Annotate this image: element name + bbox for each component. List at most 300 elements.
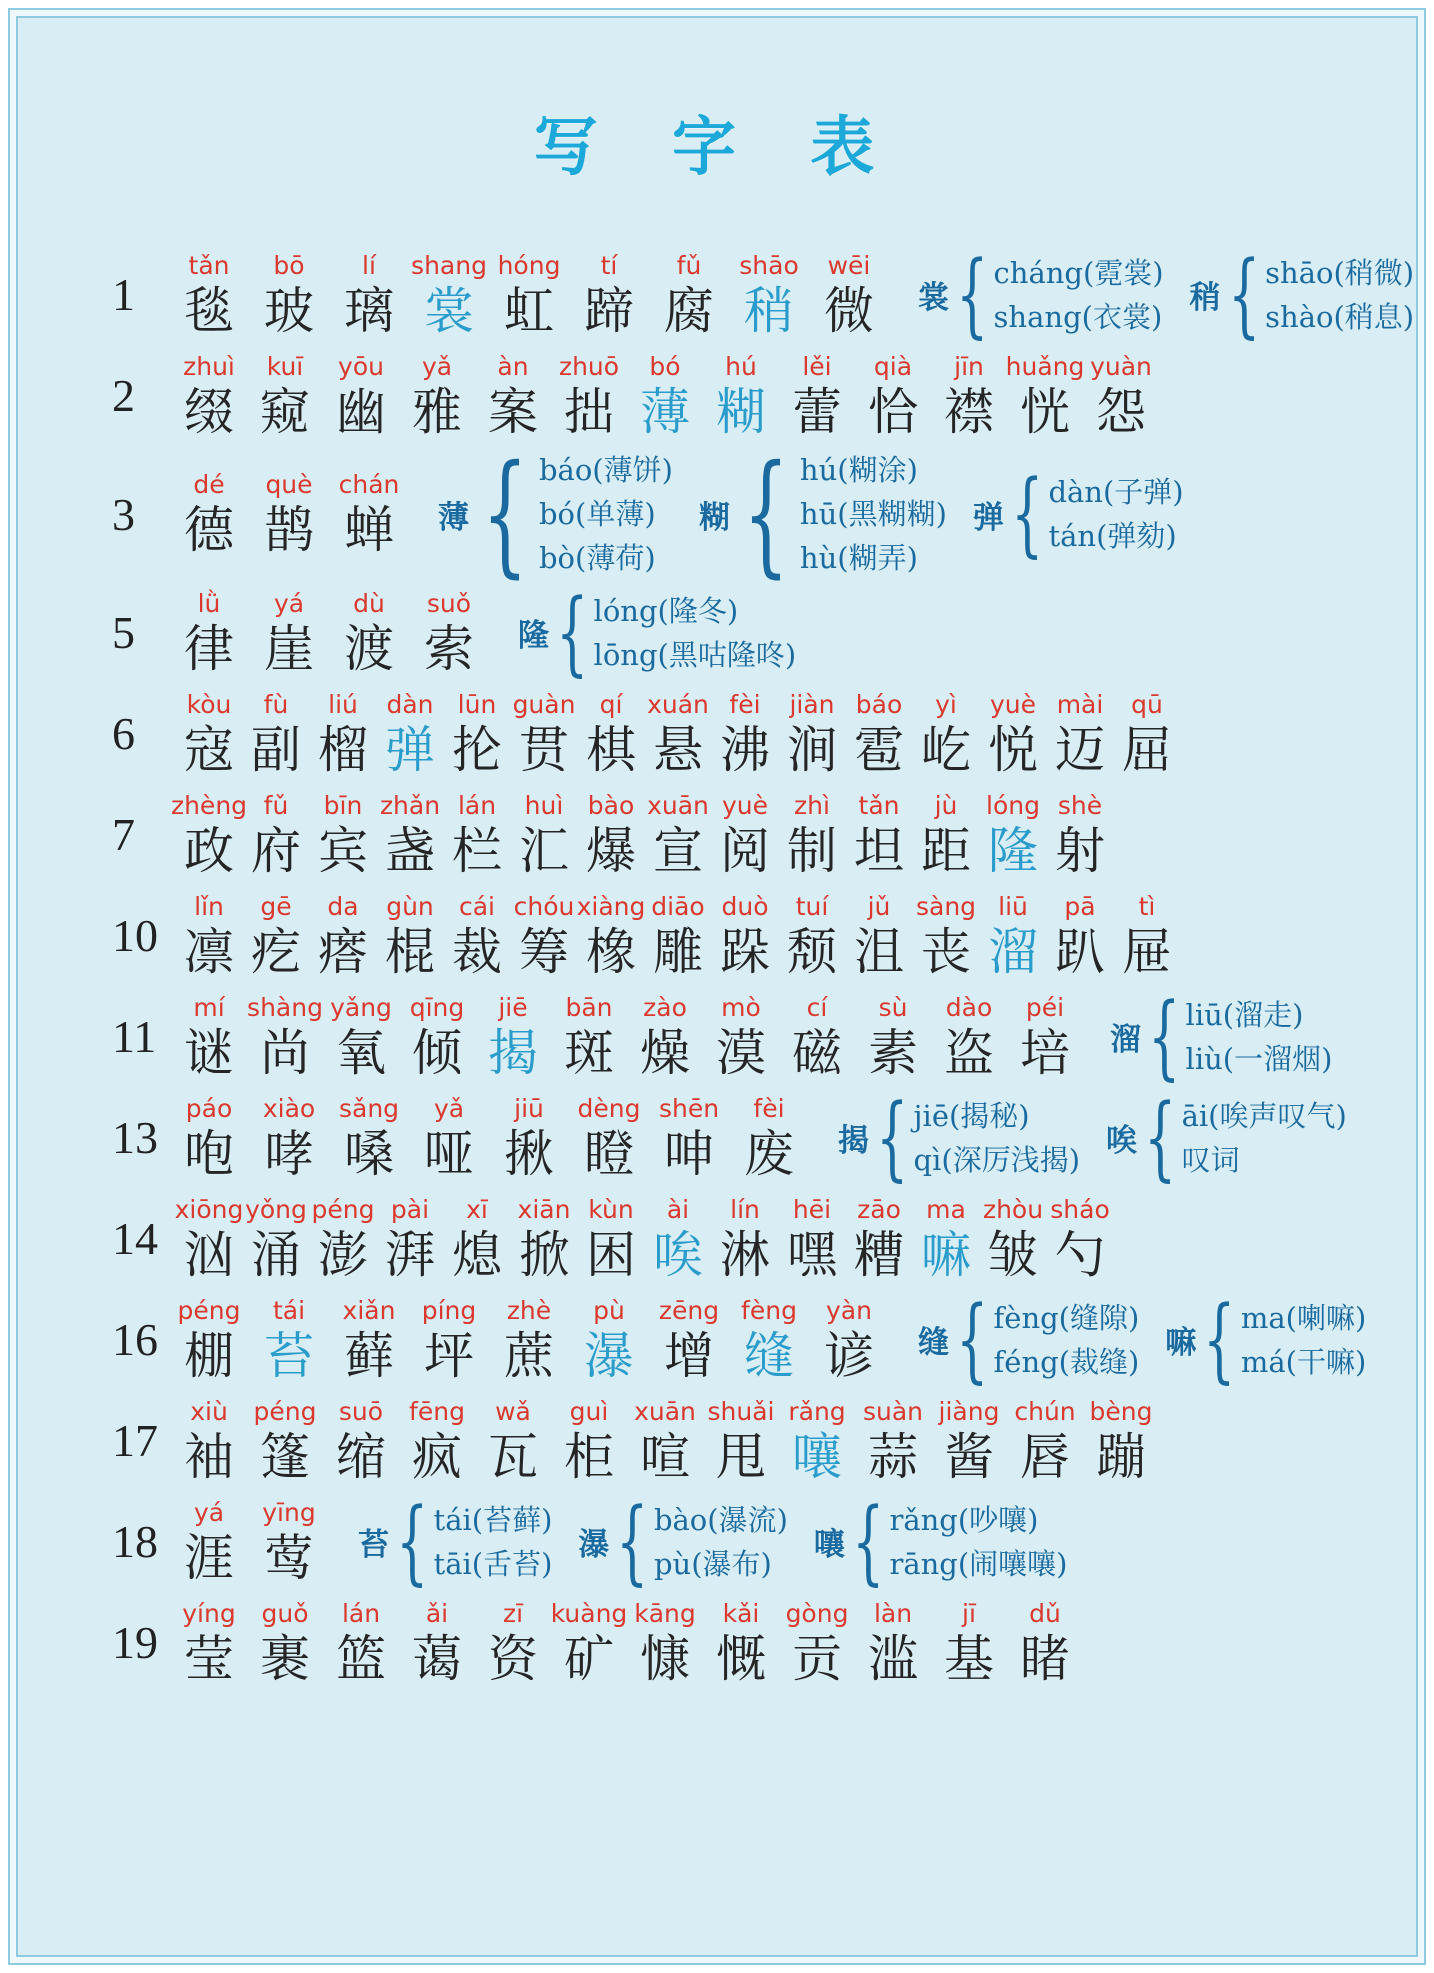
hanzi-character: 蹦 [1096, 1427, 1146, 1486]
brace-icon: { [1148, 982, 1181, 1090]
pinyin-label: gùn [386, 891, 434, 921]
note-base-character: 揭 [838, 1123, 869, 1159]
character-list [184, 689, 1189, 779]
character-cell [519, 1194, 569, 1284]
character-cell [184, 1396, 234, 1486]
lesson-row [106, 887, 1396, 984]
hanzi-character: 袖 [184, 1427, 234, 1486]
pinyin-label: da [327, 891, 359, 921]
hanzi-character: 裹 [260, 1629, 310, 1688]
pinyin-label: tái [272, 1295, 306, 1325]
pinyin-label: jiū [514, 1093, 544, 1123]
character-cell [251, 689, 301, 779]
pinyin-label: zhèng [170, 790, 248, 820]
brace-icon: { [742, 437, 790, 591]
character-cell [862, 1396, 924, 1486]
pinyin-label: zēng [658, 1295, 720, 1325]
pinyin-label: guǒ [261, 1598, 309, 1628]
hanzi-character: 喧 [640, 1427, 690, 1486]
pinyin-label: yǎ [421, 351, 453, 381]
character-list [184, 1497, 344, 1587]
brace-icon: { [556, 578, 589, 686]
pinyin-label: shāo [739, 250, 799, 280]
hanzi-character: 虹 [504, 281, 554, 340]
pinyin-label: shang [411, 250, 487, 280]
pinyin-label: zào [643, 992, 687, 1022]
character-cell [988, 891, 1038, 981]
character-cell [564, 1396, 614, 1486]
character-cell [982, 1194, 1044, 1284]
character-cell [245, 1194, 307, 1284]
polyphone-note-group [1189, 240, 1415, 348]
pinyin-label: xiān [517, 1194, 571, 1224]
pinyin-label: lán [457, 790, 497, 820]
hanzi-character: 栏 [452, 821, 502, 880]
character-cell [716, 351, 766, 441]
lesson-row [106, 240, 1415, 348]
hanzi-character: 慷 [640, 1629, 690, 1688]
character-cell [409, 992, 465, 1082]
hanzi-character: 藓 [344, 1326, 394, 1385]
note-base-character: 缝 [918, 1325, 949, 1361]
pinyin-label: péng [177, 1295, 241, 1325]
hanzi-character: 索 [424, 619, 474, 678]
character-cell [264, 1497, 314, 1587]
character-cell [336, 1598, 386, 1688]
note-readings [1265, 251, 1414, 339]
pinyin-label: fǔ [263, 790, 289, 820]
pinyin-label: lǜ [197, 588, 221, 618]
hanzi-character: 汹 [184, 1225, 234, 1284]
character-cell [253, 1396, 317, 1486]
pinyin-label: shàng [247, 992, 323, 1022]
pinyin-label: bīn [323, 790, 363, 820]
pinyin-label: sù [878, 992, 908, 1022]
hanzi-character: 坦 [854, 821, 904, 880]
pinyin-label: kòu [186, 689, 232, 719]
hanzi-character: 制 [787, 821, 837, 880]
note-reading: shào(稍息) [1265, 299, 1415, 334]
character-cell [504, 1093, 554, 1183]
character-cell [1020, 992, 1070, 1082]
pinyin-label: yá [273, 588, 305, 618]
pinyin-label: yíng [182, 1598, 236, 1628]
character-cell [854, 1194, 904, 1284]
note-reading: má(干嘛) [1240, 1344, 1367, 1379]
polyphone-notes [518, 578, 822, 686]
hanzi-character: 睹 [1020, 1629, 1070, 1688]
character-cell [640, 351, 690, 441]
brace-icon: { [876, 1083, 909, 1191]
hanzi-character: 唇 [1020, 1427, 1070, 1486]
hanzi-character: 涌 [251, 1225, 301, 1284]
character-cell [787, 689, 837, 779]
hanzi-character-polyphonic: 溜 [988, 922, 1038, 981]
polyphone-note-group [1110, 982, 1333, 1090]
pinyin-label: bān [565, 992, 613, 1022]
character-cell [247, 992, 323, 1082]
hanzi-character: 篮 [336, 1629, 386, 1688]
pinyin-label: lūn [457, 689, 497, 719]
hanzi-character: 谜 [184, 1023, 234, 1082]
character-cell [584, 250, 634, 340]
character-cell [716, 1598, 766, 1688]
pinyin-label: zī [502, 1598, 524, 1628]
character-cell [915, 891, 977, 981]
hanzi-character: 射 [1055, 821, 1105, 880]
hanzi-character: 柜 [564, 1427, 614, 1486]
note-reading: hū(黑糊糊) [799, 497, 947, 531]
note-readings [994, 1296, 1140, 1384]
pinyin-label: xuān [647, 790, 709, 820]
pinyin-label: xī [466, 1194, 488, 1224]
pinyin-label: péng [311, 1194, 375, 1224]
pinyin-label: zāo [857, 1194, 901, 1224]
pinyin-label: rǎng [788, 1396, 846, 1426]
pinyin-label: lí [362, 250, 376, 280]
character-cell [787, 790, 837, 880]
character-cell [184, 250, 234, 340]
hanzi-character: 政 [184, 821, 234, 880]
lesson-number: 2 [112, 370, 135, 421]
polyphone-notes [1110, 982, 1358, 1090]
hanzi-character: 毯 [184, 281, 234, 340]
hanzi-character: 勺 [1055, 1225, 1105, 1284]
note-readings [654, 1498, 788, 1586]
lesson-row [106, 578, 1396, 686]
character-cell [409, 1396, 465, 1486]
lesson-row [106, 437, 1396, 591]
lesson-number: 1 [112, 269, 135, 320]
character-list [184, 351, 1172, 441]
pinyin-label: dào [945, 992, 993, 1022]
lesson-number: 7 [112, 809, 135, 860]
character-cell [264, 1295, 314, 1385]
hanzi-character: 淋 [720, 1225, 770, 1284]
hanzi-character: 斑 [564, 1023, 614, 1082]
character-cell [452, 790, 502, 880]
pinyin-label: jiē [498, 992, 528, 1022]
pinyin-label: àn [497, 351, 529, 381]
hanzi-character: 蔼 [412, 1629, 462, 1688]
pinyin-label: yàn [826, 1295, 872, 1325]
character-cell [792, 351, 842, 441]
hanzi-character: 氧 [336, 1023, 386, 1082]
character-cell [412, 1598, 462, 1688]
brace-icon: { [1144, 1083, 1177, 1191]
character-cell [576, 891, 646, 981]
character-cell [264, 1093, 314, 1183]
character-cell [260, 1598, 310, 1688]
pinyin-label: bō [273, 250, 305, 280]
polyphone-note-group [1106, 1083, 1347, 1191]
character-cell [184, 351, 234, 441]
pinyin-label: sàng [915, 891, 977, 921]
note-base-character: 苔 [358, 1527, 389, 1563]
character-cell [338, 469, 400, 559]
character-cell [938, 1396, 1000, 1486]
character-cell [385, 891, 435, 981]
hanzi-character: 副 [251, 720, 301, 779]
hanzi-character: 贯 [519, 720, 569, 779]
character-cell [744, 1093, 794, 1183]
character-cell [452, 1194, 502, 1284]
character-cell [318, 790, 368, 880]
pinyin-label: chún [1014, 1396, 1076, 1426]
pinyin-label: zhì [794, 790, 830, 820]
lesson-number: 17 [112, 1415, 158, 1466]
pinyin-label: yuè [721, 790, 769, 820]
pinyin-label: tì [1138, 891, 1156, 921]
character-cell [488, 1396, 538, 1486]
hanzi-character: 疯 [412, 1427, 462, 1486]
pinyin-label: fèi [753, 1093, 785, 1123]
note-base-character: 薄 [438, 499, 469, 536]
pinyin-label: xuān [634, 1396, 696, 1426]
pinyin-label: jī [962, 1598, 976, 1628]
pinyin-label: tǎn [858, 790, 900, 820]
pinyin-label: zhuō [558, 351, 620, 381]
character-cell [452, 689, 502, 779]
character-cell [184, 891, 234, 981]
character-list [184, 992, 1096, 1082]
character-cell [739, 250, 799, 340]
pinyin-label: xiàng [576, 891, 646, 921]
pinyin-label: suǒ [426, 588, 472, 618]
hanzi-character: 悦 [988, 720, 1038, 779]
pinyin-label: zhè [506, 1295, 552, 1325]
hanzi-character: 尚 [260, 1023, 310, 1082]
pinyin-label: guàn [512, 689, 576, 719]
pinyin-label: fù [263, 689, 289, 719]
character-cell [1055, 689, 1105, 779]
note-reading: báo(薄饼) [538, 453, 673, 487]
pinyin-label: xiōng [174, 1194, 244, 1224]
note-base-character: 嚷 [813, 1527, 845, 1563]
hanzi-character: 璃 [344, 281, 394, 340]
hanzi-character: 磁 [792, 1023, 842, 1082]
pinyin-label: sǎng [338, 1093, 400, 1123]
pinyin-label: lóng [986, 790, 1040, 820]
hanzi-character: 屉 [1122, 922, 1172, 981]
lesson-number: 5 [112, 607, 135, 658]
pinyin-label: yì [935, 689, 957, 719]
character-cell [184, 1093, 234, 1183]
pinyin-label: yuàn [1090, 351, 1152, 381]
hanzi-character-polyphonic: 薄 [640, 382, 690, 441]
lesson-row [106, 786, 1396, 883]
polyphone-note-group [1165, 1285, 1367, 1393]
character-cell [184, 469, 234, 559]
character-list [184, 1396, 1172, 1486]
pinyin-label: suō [338, 1396, 384, 1426]
hanzi-character: 悬 [653, 720, 703, 779]
hanzi-character: 呻 [664, 1124, 714, 1183]
hanzi-character: 沸 [720, 720, 770, 779]
character-cell [944, 1598, 994, 1688]
hanzi-character: 培 [1020, 1023, 1070, 1082]
pinyin-label: zhuì [183, 351, 235, 381]
hanzi-character-polyphonic: 揭 [488, 1023, 538, 1082]
note-readings [994, 251, 1164, 339]
pinyin-label: qí [599, 689, 623, 719]
pinyin-label: jǔ [867, 891, 891, 921]
character-cell [488, 1598, 538, 1688]
note-reading: liū(溜走) [1185, 997, 1304, 1032]
hanzi-character: 酱 [944, 1427, 994, 1486]
pinyin-label: zhǎn [379, 790, 441, 820]
hanzi-character: 疙 [251, 922, 301, 981]
hanzi-character: 莹 [184, 1629, 234, 1688]
character-cell [1020, 1598, 1070, 1688]
brace-icon: { [852, 1487, 885, 1595]
hanzi-character: 蔗 [504, 1326, 554, 1385]
hanzi-character: 橡 [586, 922, 636, 981]
hanzi-character: 幽 [336, 382, 386, 441]
pinyin-label: yīng [262, 1497, 316, 1527]
polyphone-note-group [358, 1487, 553, 1595]
hanzi-character: 燥 [640, 1023, 690, 1082]
character-cell [1055, 891, 1105, 981]
hanzi-character: 缩 [336, 1427, 386, 1486]
hanzi-character: 嗓 [344, 1124, 394, 1183]
pinyin-label: zhòu [982, 1194, 1044, 1224]
note-reading: rǎng(吵嚷) [889, 1502, 1039, 1537]
pinyin-label: chóu [513, 891, 575, 921]
hanzi-character: 府 [251, 821, 301, 880]
pinyin-label: què [265, 470, 313, 499]
pinyin-label: dèng [577, 1093, 641, 1123]
pinyin-label: cái [458, 891, 495, 921]
hanzi-character: 废 [744, 1124, 794, 1183]
hanzi-character: 贡 [792, 1629, 842, 1688]
brace-icon: { [956, 1285, 989, 1393]
pinyin-label: shuǎi [707, 1396, 775, 1426]
character-cell [640, 992, 690, 1082]
note-reading: lōng(黑咕隆咚) [593, 637, 797, 672]
note-base-character: 溜 [1110, 1022, 1141, 1058]
note-reading: ma(喇嘛) [1240, 1300, 1367, 1335]
character-cell [586, 790, 636, 880]
character-cell [1005, 351, 1085, 441]
pinyin-label: liū [998, 891, 1028, 921]
brace-icon: { [1227, 240, 1260, 348]
character-cell [497, 250, 561, 340]
note-readings [539, 448, 673, 580]
character-cell [658, 1295, 720, 1385]
inner-border-frame [16, 16, 1418, 1957]
lesson-number: 10 [112, 910, 158, 961]
note-base-character: 稍 [1189, 280, 1221, 316]
hanzi-character: 瞪 [584, 1124, 634, 1183]
pinyin-label: kuī [266, 351, 304, 381]
note-readings [594, 589, 797, 677]
polyphone-notes [438, 437, 1210, 591]
character-cell [411, 250, 487, 340]
pinyin-label: péng [253, 1396, 317, 1426]
hanzi-character: 恍 [1020, 382, 1070, 441]
hanzi-character: 屹 [921, 720, 971, 779]
hanzi-character: 宾 [318, 821, 368, 880]
pinyin-label: ǎi [425, 1598, 449, 1628]
pinyin-label: ài [666, 1194, 690, 1224]
character-cell [653, 1194, 703, 1284]
hanzi-character: 阅 [720, 821, 770, 880]
pinyin-label: fǔ [676, 250, 702, 280]
note-reading: bó(单薄) [538, 497, 656, 531]
note-reading: cháng(霓裳) [993, 255, 1164, 290]
lesson-row [106, 1190, 1396, 1287]
pinyin-label: duò [721, 891, 769, 921]
hanzi-character: 澎 [318, 1225, 368, 1284]
pinyin-label: pài [390, 1194, 430, 1224]
lesson-number: 16 [112, 1314, 158, 1365]
lesson-number: 19 [112, 1617, 158, 1668]
lesson-row [106, 1487, 1396, 1595]
pinyin-label: suàn [862, 1396, 924, 1426]
hanzi-character: 咆 [184, 1124, 234, 1183]
character-cell [558, 351, 620, 441]
note-base-character: 隆 [518, 618, 549, 654]
note-base-character: 糊 [698, 499, 730, 536]
note-reading: qì(深厉浅揭) [913, 1142, 1081, 1177]
pinyin-label: hú [725, 351, 757, 381]
character-cell [854, 891, 904, 981]
lesson-row [106, 1392, 1396, 1489]
pinyin-label: huì [524, 790, 564, 820]
character-list [184, 588, 504, 678]
lesson-row [106, 1285, 1396, 1393]
character-cell [944, 351, 994, 441]
hanzi-character: 渡 [344, 619, 394, 678]
polyphone-notes [918, 1285, 1392, 1393]
character-cell [707, 1396, 775, 1486]
hanzi-character: 凛 [184, 922, 234, 981]
pinyin-label: yǎ [433, 1093, 465, 1123]
hanzi-character: 坪 [424, 1326, 474, 1385]
character-cell [318, 891, 368, 981]
pinyin-label: guì [569, 1396, 609, 1426]
hanzi-character: 增 [664, 1326, 714, 1385]
note-reading: fèng(缝隙) [993, 1300, 1140, 1335]
character-list [184, 1093, 824, 1183]
note-reading: féng(裁缝) [993, 1344, 1140, 1379]
hanzi-character: 颓 [787, 922, 837, 981]
pinyin-label: sháo [1050, 1194, 1110, 1224]
pinyin-label: qīng [409, 992, 465, 1022]
character-cell [344, 1295, 394, 1385]
pinyin-label: yuè [989, 689, 1037, 719]
hanzi-character: 谚 [824, 1326, 874, 1385]
hanzi-character: 盗 [944, 1023, 994, 1082]
note-readings [1048, 470, 1183, 558]
character-cell [251, 891, 301, 981]
hanzi-character: 雕 [653, 922, 703, 981]
note-reading: hú(糊涂) [799, 453, 918, 487]
hanzi-character: 矿 [564, 1629, 614, 1688]
hanzi-character: 漠 [716, 1023, 766, 1082]
character-cell [336, 351, 386, 441]
pinyin-label: fēng [409, 1396, 465, 1426]
character-cell [338, 1093, 400, 1183]
hanzi-character: 迈 [1055, 720, 1105, 779]
hanzi-character: 素 [868, 1023, 918, 1082]
hanzi-character: 寇 [184, 720, 234, 779]
character-cell [177, 1295, 241, 1385]
hanzi-character: 榴 [318, 720, 368, 779]
character-cell [260, 351, 310, 441]
character-cell [854, 790, 904, 880]
